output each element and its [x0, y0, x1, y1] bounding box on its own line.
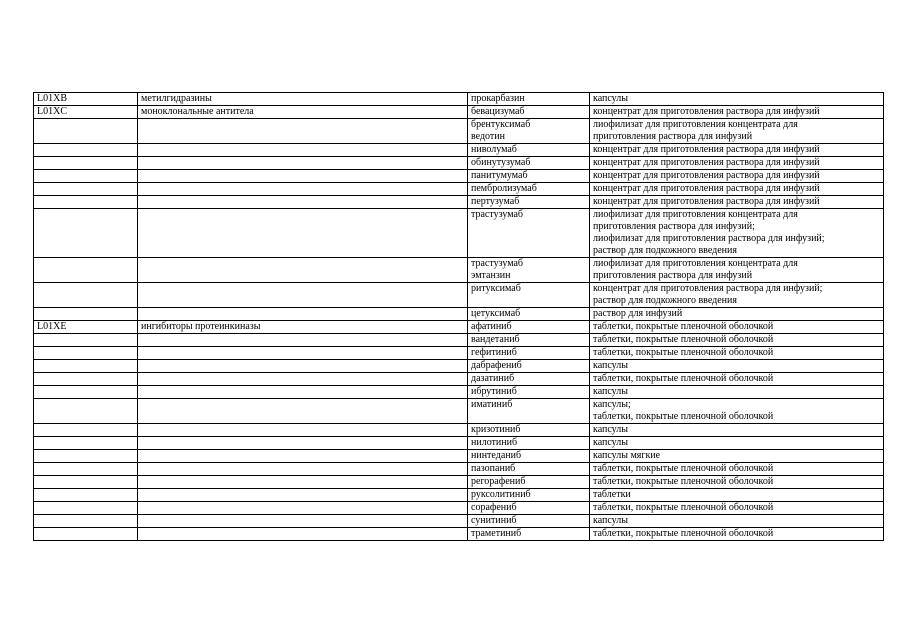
atc-code-cell	[34, 528, 138, 541]
atc-code-cell	[34, 373, 138, 386]
drug-name-cell: обинутузумаб	[468, 157, 590, 170]
dosage-form-cell: раствор для инфузий	[590, 308, 884, 321]
group-cell: моноклональные антитела	[138, 106, 468, 119]
group-cell	[138, 157, 468, 170]
atc-code-cell	[34, 424, 138, 437]
group-cell	[138, 437, 468, 450]
atc-code-cell	[34, 157, 138, 170]
drug-name-cell: нинтеданиб	[468, 450, 590, 463]
drug-name-cell: нилотиниб	[468, 437, 590, 450]
group-cell	[138, 347, 468, 360]
atc-code-cell	[34, 144, 138, 157]
table-row	[34, 258, 884, 283]
atc-code-cell: L01XE	[34, 321, 138, 334]
atc-code-cell	[34, 334, 138, 347]
table-row	[34, 93, 884, 106]
group-cell	[138, 450, 468, 463]
drug-name-cell: гефитиниб	[468, 347, 590, 360]
table-row	[34, 321, 884, 334]
dosage-form-cell: таблетки	[590, 489, 884, 502]
drug-name-cell: дазатиниб	[468, 373, 590, 386]
dosage-form-cell: концентрат для приготовления раствора для инфузий	[590, 157, 884, 170]
dosage-form-cell: таблетки, покрытые пленочной оболочкой	[590, 502, 884, 515]
atc-code-cell	[34, 515, 138, 528]
group-cell	[138, 489, 468, 502]
atc-code-cell	[34, 463, 138, 476]
group-cell	[138, 209, 468, 258]
drug-name-cell: кризотиниб	[468, 424, 590, 437]
group-cell	[138, 119, 468, 144]
atc-code-cell	[34, 283, 138, 308]
table-row	[34, 515, 884, 528]
group-cell	[138, 528, 468, 541]
drug-name-cell: ниволумаб	[468, 144, 590, 157]
drug-name-cell: ритуксимаб	[468, 283, 590, 308]
atc-code-cell	[34, 183, 138, 196]
table-row	[34, 183, 884, 196]
group-cell	[138, 476, 468, 489]
table-row	[34, 399, 884, 424]
atc-code-cell	[34, 502, 138, 515]
dosage-form-cell: таблетки, покрытые пленочной оболочкой	[590, 528, 884, 541]
dosage-form-cell: таблетки, покрытые пленочной оболочкой	[590, 334, 884, 347]
atc-code-cell	[34, 489, 138, 502]
atc-code-cell: L01XC	[34, 106, 138, 119]
group-cell	[138, 308, 468, 321]
group-cell	[138, 502, 468, 515]
dosage-form-cell: капсулы мягкие	[590, 450, 884, 463]
atc-code-cell	[34, 437, 138, 450]
dosage-form-cell: концентрат для приготовления раствора для инфузий; раствор для подкожного введения	[590, 283, 884, 308]
atc-code-cell	[34, 170, 138, 183]
table-row	[34, 106, 884, 119]
group-cell	[138, 424, 468, 437]
group-cell	[138, 258, 468, 283]
dosage-form-cell: капсулы	[590, 360, 884, 373]
drug-name-cell: пертузумаб	[468, 196, 590, 209]
group-cell: метилгидразины	[138, 93, 468, 106]
dosage-form-cell: капсулы	[590, 93, 884, 106]
drug-name-cell: руксолитиниб	[468, 489, 590, 502]
drug-table	[33, 92, 884, 541]
group-cell	[138, 196, 468, 209]
table-row	[34, 144, 884, 157]
drug-name-cell: сунитиниб	[468, 515, 590, 528]
dosage-form-cell: концентрат для приготовления раствора для инфузий	[590, 196, 884, 209]
atc-code-cell	[34, 386, 138, 399]
atc-code-cell	[34, 258, 138, 283]
atc-code-cell	[34, 308, 138, 321]
table-row	[34, 463, 884, 476]
drug-name-cell: брентуксимаб ведотин	[468, 119, 590, 144]
drug-name-cell: прокарбазин	[468, 93, 590, 106]
table-row	[34, 424, 884, 437]
dosage-form-cell: капсулы	[590, 424, 884, 437]
dosage-form-cell: лиофилизат для приготовления концентрата для приготовления раствора для инфузий	[590, 119, 884, 144]
group-cell: ингибиторы протеинкиназы	[138, 321, 468, 334]
dosage-form-cell: таблетки, покрытые пленочной оболочкой	[590, 476, 884, 489]
atc-code-cell	[34, 119, 138, 144]
table-row	[34, 528, 884, 541]
dosage-form-cell: таблетки, покрытые пленочной оболочкой	[590, 321, 884, 334]
drug-name-cell: траметиниб	[468, 528, 590, 541]
table-row	[34, 119, 884, 144]
table-row	[34, 334, 884, 347]
group-cell	[138, 283, 468, 308]
drug-name-cell: панитумумаб	[468, 170, 590, 183]
group-cell	[138, 170, 468, 183]
group-cell	[138, 515, 468, 528]
drug-name-cell: трастузумаб эмтанзин	[468, 258, 590, 283]
dosage-form-cell: таблетки, покрытые пленочной оболочкой	[590, 463, 884, 476]
table-row	[34, 209, 884, 258]
dosage-form-cell: концентрат для приготовления раствора для инфузий	[590, 144, 884, 157]
table-row	[34, 373, 884, 386]
group-cell	[138, 373, 468, 386]
atc-code-cell: L01XB	[34, 93, 138, 106]
table-row	[34, 386, 884, 399]
atc-code-cell	[34, 360, 138, 373]
group-cell	[138, 334, 468, 347]
table-body	[34, 93, 884, 541]
dosage-form-cell: капсулы	[590, 437, 884, 450]
group-cell	[138, 183, 468, 196]
table-row	[34, 170, 884, 183]
table-row	[34, 308, 884, 321]
atc-code-cell	[34, 450, 138, 463]
drug-name-cell: пембролизумаб	[468, 183, 590, 196]
drug-name-cell: вандетаниб	[468, 334, 590, 347]
dosage-form-cell: лиофилизат для приготовления концентрата для приготовления раствора для инфузий	[590, 258, 884, 283]
drug-name-cell: сорафениб	[468, 502, 590, 515]
drug-name-cell: трастузумаб	[468, 209, 590, 258]
dosage-form-cell: капсулы; таблетки, покрытые пленочной оболочкой	[590, 399, 884, 424]
atc-code-cell	[34, 347, 138, 360]
dosage-form-cell: капсулы	[590, 515, 884, 528]
drug-name-cell: пазопаниб	[468, 463, 590, 476]
group-cell	[138, 399, 468, 424]
dosage-form-cell: концентрат для приготовления раствора для инфузий	[590, 170, 884, 183]
dosage-form-cell: лиофилизат для приготовления концентрата для приготовления раствора для инфузий; лиофилизат для приготовления раствора для инфузий; раствор для подкожного введения	[590, 209, 884, 258]
table-row	[34, 502, 884, 515]
drug-name-cell: регорафениб	[468, 476, 590, 489]
dosage-form-cell: концентрат для приготовления раствора для инфузий	[590, 183, 884, 196]
table-row	[34, 157, 884, 170]
table-row	[34, 360, 884, 373]
group-cell	[138, 144, 468, 157]
drug-name-cell: дабрафениб	[468, 360, 590, 373]
drug-name-cell: цетуксимаб	[468, 308, 590, 321]
dosage-form-cell: концентрат для приготовления раствора для инфузий	[590, 106, 884, 119]
group-cell	[138, 463, 468, 476]
atc-code-cell	[34, 476, 138, 489]
dosage-form-cell: капсулы	[590, 386, 884, 399]
table-row	[34, 489, 884, 502]
drug-name-cell: бевацизумаб	[468, 106, 590, 119]
table-row	[34, 283, 884, 308]
table-row	[34, 196, 884, 209]
table-row	[34, 347, 884, 360]
atc-code-cell	[34, 399, 138, 424]
dosage-form-cell: таблетки, покрытые пленочной оболочкой	[590, 373, 884, 386]
group-cell	[138, 386, 468, 399]
drug-name-cell: ибрутиниб	[468, 386, 590, 399]
drug-name-cell: иматиниб	[468, 399, 590, 424]
atc-code-cell	[34, 209, 138, 258]
table-row	[34, 437, 884, 450]
table-row	[34, 476, 884, 489]
group-cell	[138, 360, 468, 373]
table-row	[34, 450, 884, 463]
dosage-form-cell: таблетки, покрытые пленочной оболочкой	[590, 347, 884, 360]
atc-code-cell	[34, 196, 138, 209]
drug-name-cell: афатиниб	[468, 321, 590, 334]
